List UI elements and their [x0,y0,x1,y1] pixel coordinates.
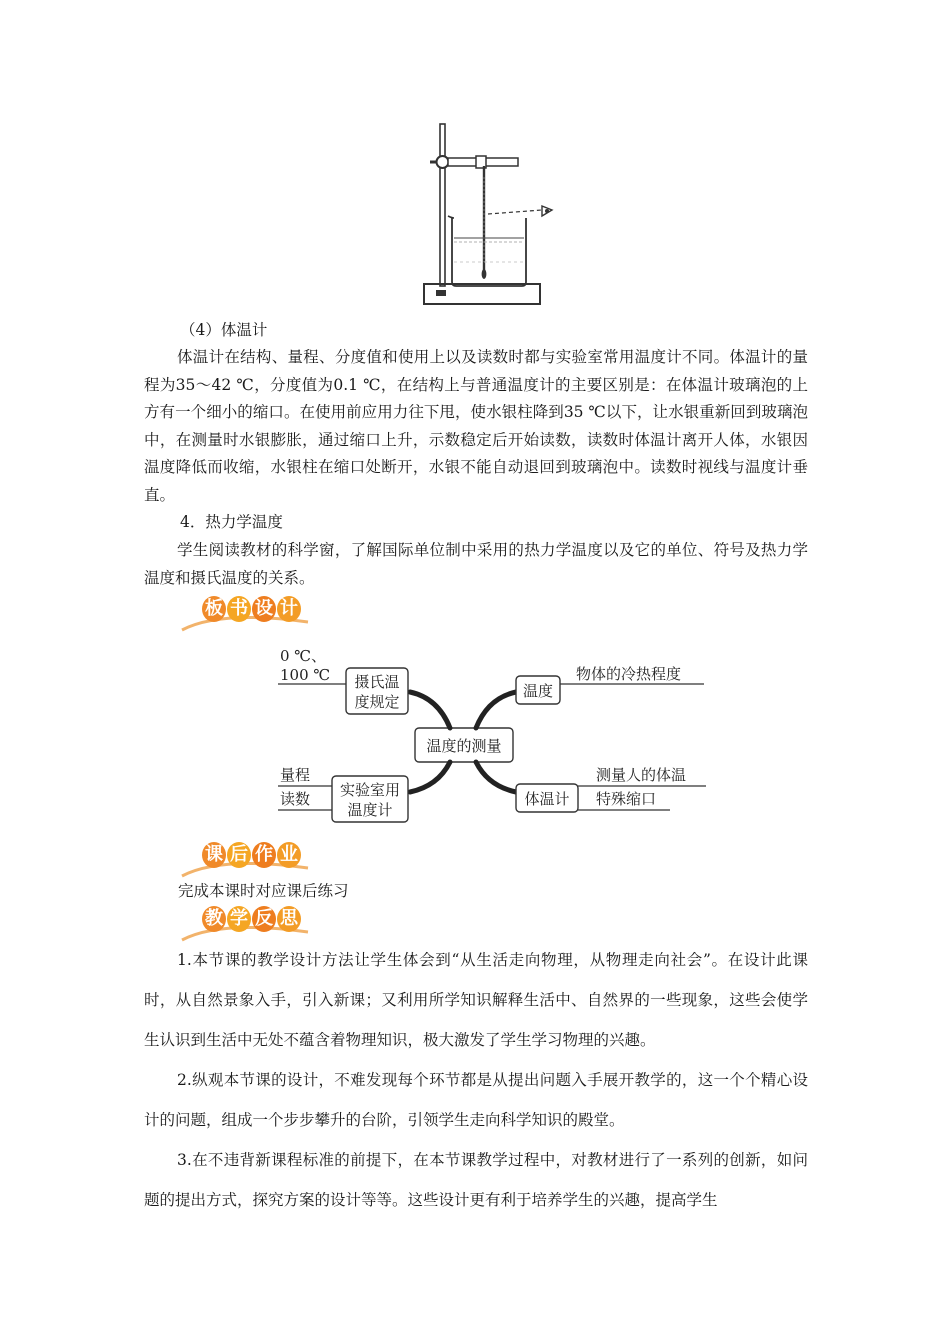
section-char: 书 [227,596,251,622]
mindmap-celsius-leaf: 0 ℃、 [280,647,327,665]
mindmap-body-leaf: 测量人的体温 [596,766,687,784]
homework-text: 完成本课时对应课后练习 [178,882,349,900]
reflection-paragraph-2: 2.纵观本节课的设计，不难发现每个环节都是从提出问题入手展开教学的，这一个个精心设计的问题，组成一个步步攀升的台阶，引领学生走向科学知识的殿堂。 [144,1071,808,1129]
section-char: 业 [277,842,301,868]
section-char: 课 [202,842,226,868]
mindmap-body-leaf: 特殊缩口 [596,790,657,808]
thermometer-apparatus-illustration [418,122,564,308]
thermometer-paragraph: 体温计在结构、量程、分度值和使用上以及读数时都与实验室常用温度计不同。体温计的量程为35～42 ℃，分度值为0.1 ℃，在结构上与普通温度计的主要区别是：在体温计玻璃泡的上方有一个细小的缩口。在使用前应用力往下甩，使水银柱降到35 ℃以下，让水银重新回到玻璃泡中，在测量时水银膨胀，通过缩口上升，示数稳定后开始读数，读数时体温计离开人体，水银因温度降低而收缩，水银柱在缩口处断开，水银不能自动退回到玻璃泡中。读数时视线与温度计垂直。 [144,348,808,504]
thermometer-heading: （4）体温计 [180,321,268,339]
thermo-paragraph: 学生阅读教材的科学窗，了解国际单位制中采用的热力学温度以及它的单位、符号及热力学温度和摄氏温度的关系。 [144,541,808,587]
mindmap-center: 温度的测量 [426,737,502,755]
reflection-paragraph-3: 3.在不违背新课程标准的前提下，在本节课教学过程中，对教材进行了一系列的创新，如问题的提出方式，探究方案的设计等等。这些设计更有利于培养学生的兴趣，提高学生 [144,1151,808,1209]
section-char: 设 [252,596,276,622]
section-char: 思 [277,906,301,932]
mindmap-lab-leaf: 读数 [280,790,311,808]
mindmap-lab-leaf: 量程 [280,766,311,784]
section-char: 教 [202,906,226,932]
section-char: 作 [252,842,276,868]
mindmap-celsius-node: 摄氏温 [354,673,400,691]
section-char: 学 [227,906,251,932]
thermo-heading: 4．热力学温度 [180,513,283,531]
mindmap-celsius-leaf: 100 ℃ [280,666,331,684]
reflection-paragraph-1: 1.本节课的教学设计方法让学生体会到“从生活走向物理，从物理走向社会”。在设计此课时，从自然景象入手，引入新课；又利用所学知识解释生活中、自然界的一些现象，这些会使学生认识到生活中无处不蕴含着物理知识，极大激发了学生学习物理的兴趣。 [144,951,808,1049]
mindmap-diagram [270,640,720,830]
mindmap-temp-leaf: 物体的冷热程度 [576,665,682,683]
mindmap-lab-node: 实验室用 [339,781,401,799]
section-char: 板 [202,596,226,622]
section-char: 后 [227,842,251,868]
mindmap-body-node: 体温计 [524,790,570,808]
mindmap-lab-node: 温度计 [347,801,393,819]
section-char: 计 [277,596,301,622]
section-char: 反 [252,906,276,932]
mindmap-celsius-node: 度规定 [354,693,400,711]
mindmap-temp-node: 温度 [522,682,554,700]
